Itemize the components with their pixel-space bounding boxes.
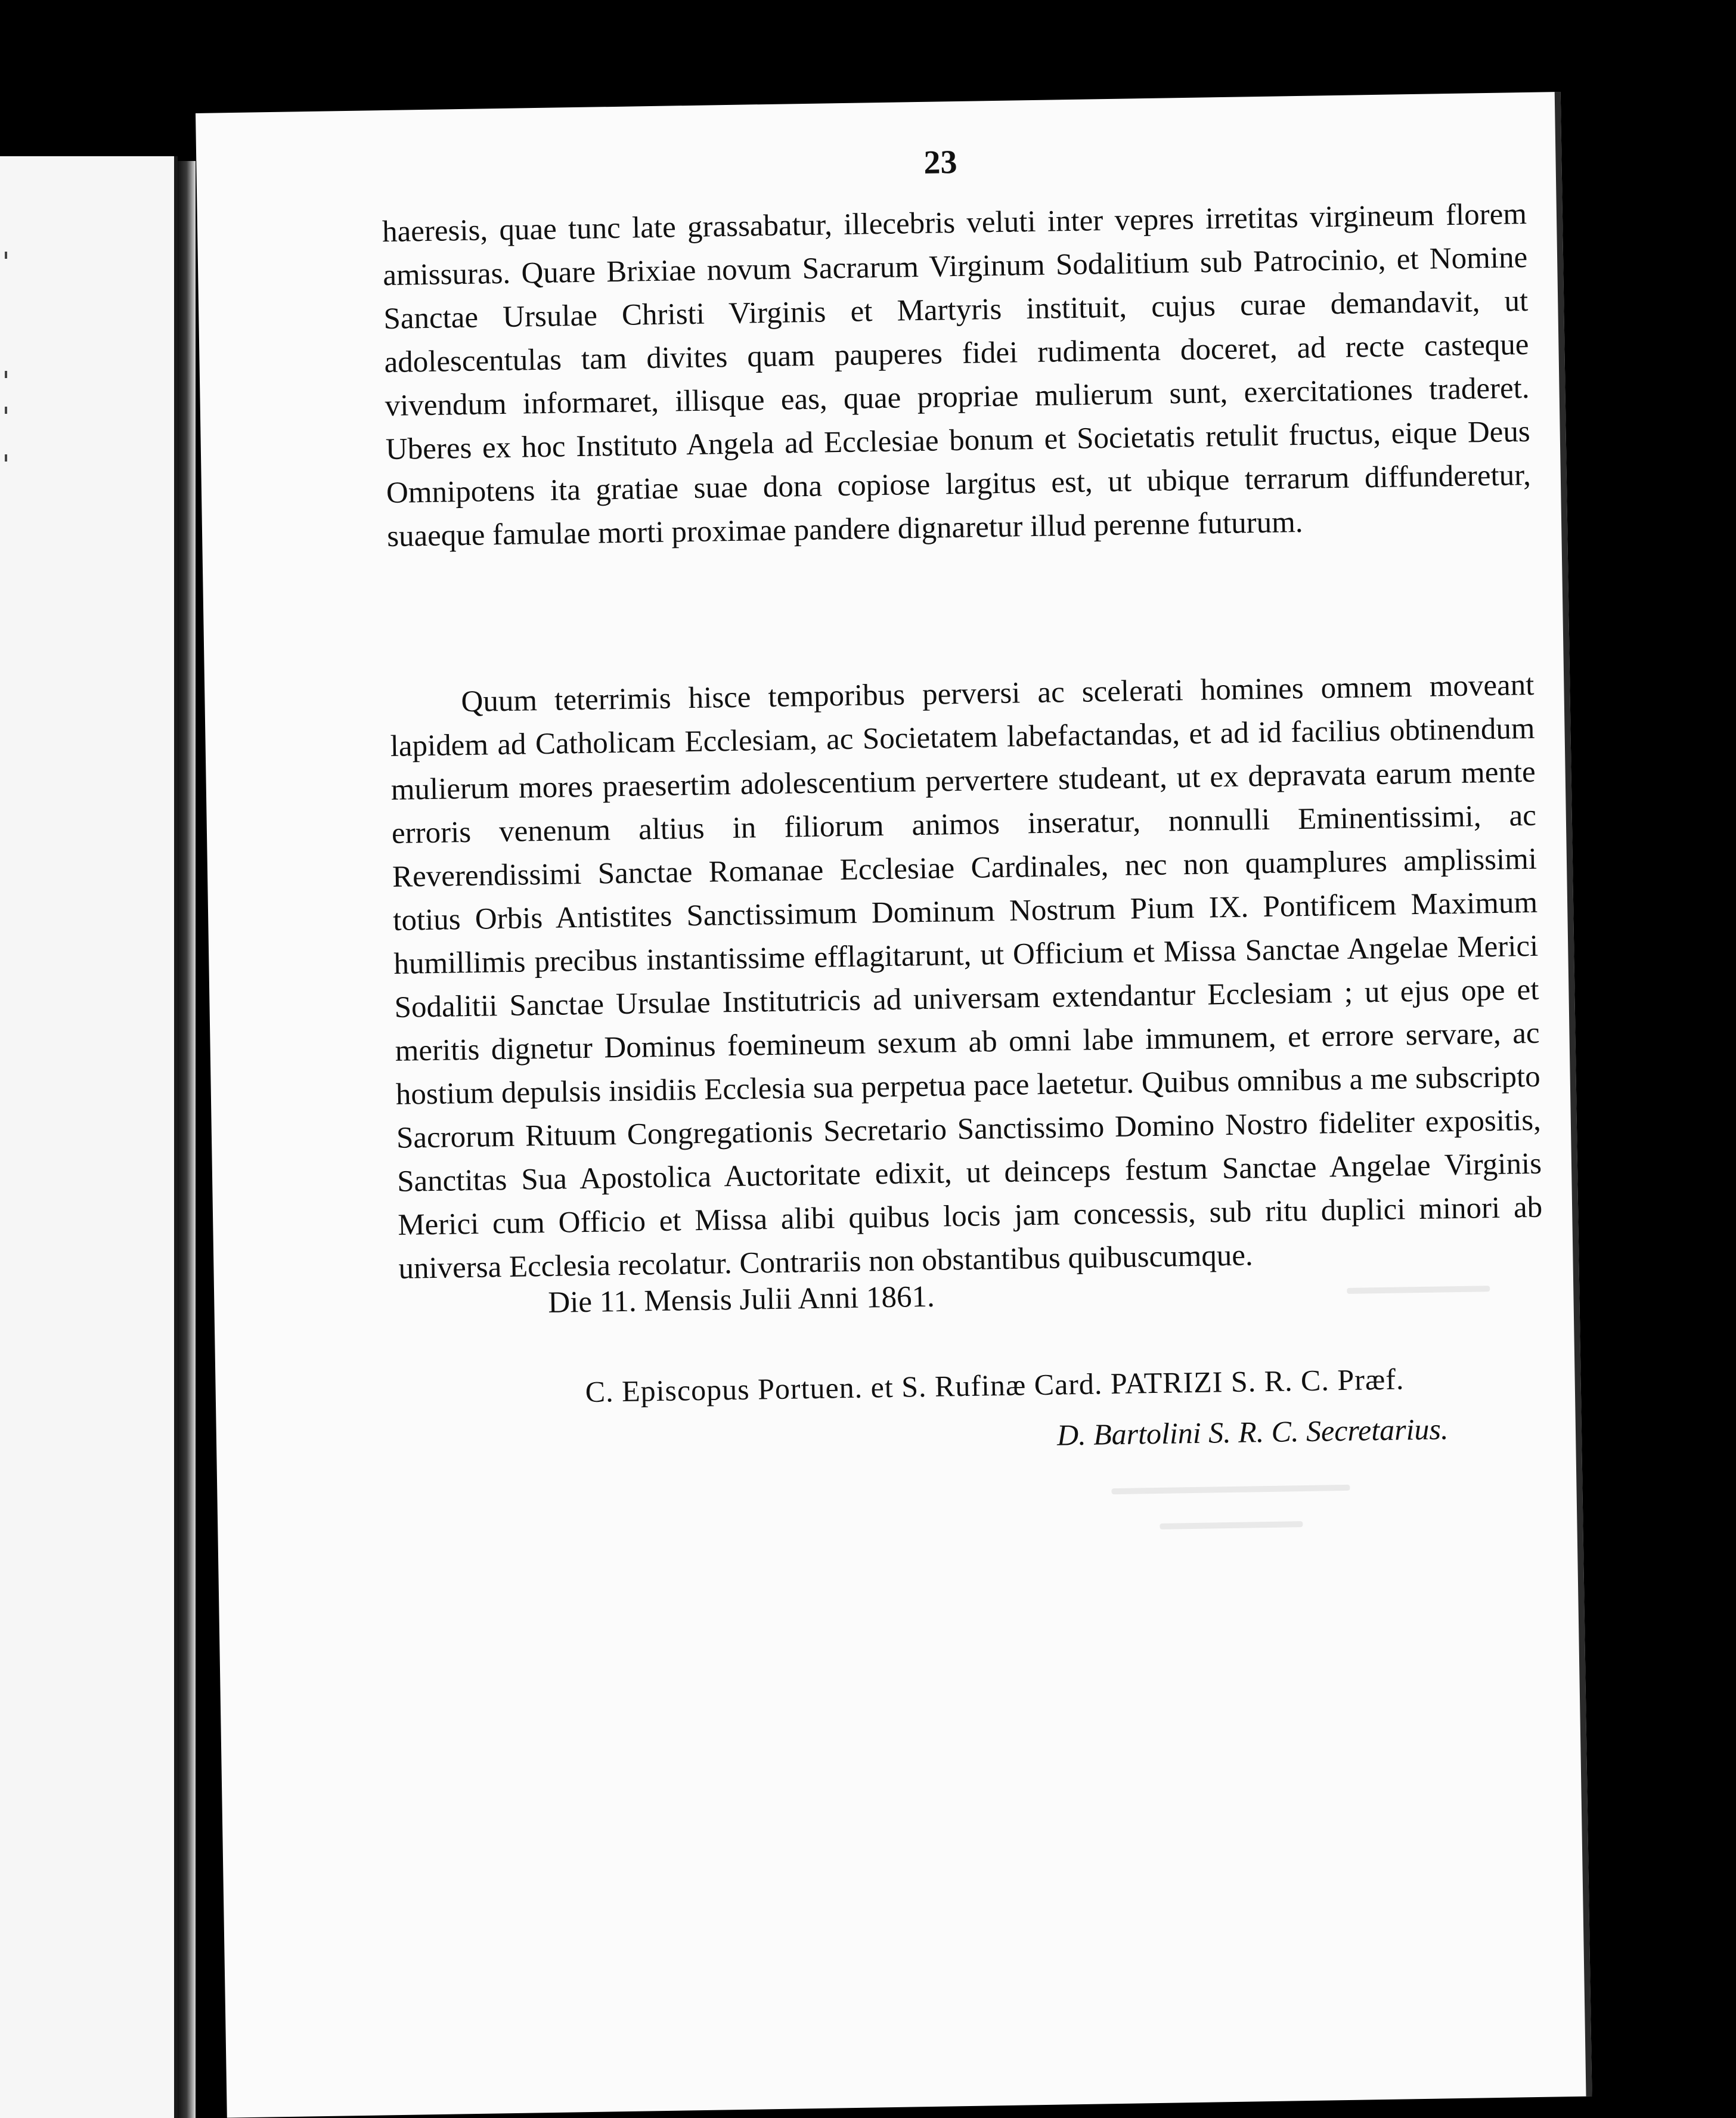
page-number: 23 — [923, 143, 957, 181]
left-page-edge — [0, 156, 178, 2118]
paragraph-1: haeresis, quae tunc late grassabatur, illecebris veluti inter vepres irretitas virgineum florem amissuras. Quare Brixiae novum Sacrarum Virginum Sodalitium sub Patrocinio, et Nomine Sanctae Ursulae Christi Virginis et Martyris instituit, cujus curae demandavit, ut adolescentulas tam divites quam pauperes fidei rudimenta doceret, ad recte casteque vivendum informaret, illisque eas, quae propriae mulierum sunt, exercitationes traderet. Uberes ex hoc Instituto Angela ad Ecclesiae bonum et Societatis retulit fructus, eique Deus Omnipotens ita gratiae suae dona copiose largitus est, ut ubique terrarum diffunderetur, suaeque famulae morti proximae pandere dignaretur illud perenne futurum. — [382, 197, 1532, 554]
signature-prefect: C. Episcopus Portuen. et S. Rufinæ Card. PATRIZI S. R. C. Præf. — [585, 1362, 1405, 1408]
bleed-through — [1160, 1521, 1303, 1529]
edge-mark — [5, 252, 7, 259]
bleed-through — [1111, 1485, 1350, 1494]
page-gutter — [178, 161, 196, 2118]
paragraph-2 — [389, 620, 1544, 1334]
edge-mark — [5, 407, 7, 414]
date-line: Die 11. Mensis Julii Anni 1861. — [547, 1280, 935, 1320]
edge-mark — [5, 371, 7, 378]
paragraph-2-text: Quum teterrimis hisce temporibus perversi ac scelerati homines omnem moveant lapidem ad Catholicam Ecclesiam, ac Societatem labefactandas, et ad id facilius obtinendum mulierum mores praesertim adolescentium pervertere studeant, ut ex depravata earum mente erroris venenum altius in filiorum animos inseratur, nonnulli Eminentissimi, ac Reverendissimi Sanctae Romanae Ecclesiae Cardinales, nec non quamplures amplissimi totius Orbis Antistites Sanctissimum Dominum Nostrum Pium IX. Pontificem Maximum humillimis precibus instantissime efflagitarunt, ut Officium et Missa Sanctae Angelae Merici Sodalitii Sanctae Ursulae Institutricis ad universam extendantur Ecclesiam ; ut ejus ope et meritis dignetur Dominus foemineum sexum ab omni labe immunem, et errore servare, ac hostium depulsis insidiis Ecclesia sua perpetua pace laetetur. Quibus omnibus a me subscripto Sacrorum Rituum Congregationis Secretario Sanctissimo Domino Nostro fideliter expositis, Sanctitas Sua Apostolica Auctoritate edixit, ut deinceps festum Sanctae Angelae Virginis Merici cum Officio et Missa alibi quibus locis jam concessis, sub ritu duplici minori ab universa Ecclesia recolatur. Contrariis non obstantibus quibuscumque. — [390, 668, 1543, 1286]
signature-secretary: D. Bartolini S. R. C. Secretarius. — [1056, 1412, 1449, 1452]
edge-mark — [5, 454, 7, 462]
page — [196, 92, 1592, 2118]
